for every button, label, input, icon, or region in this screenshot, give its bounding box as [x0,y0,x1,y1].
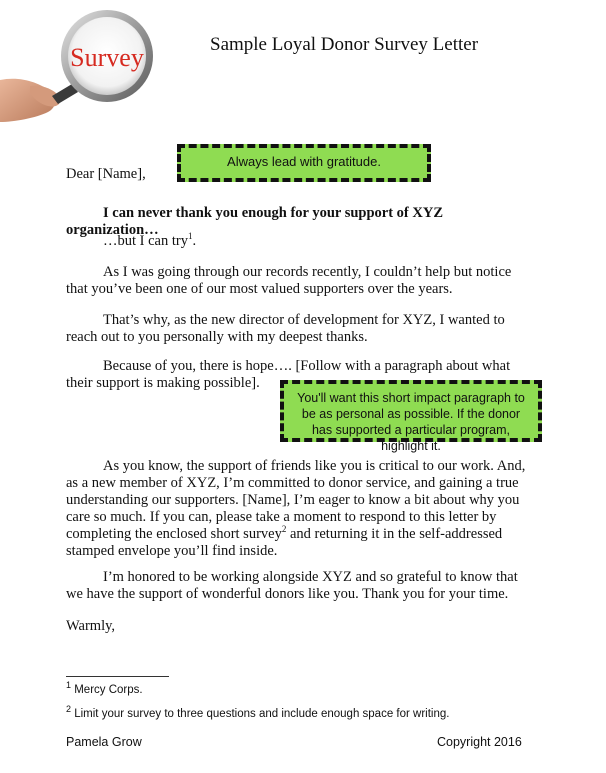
footer-author: Pamela Grow [66,735,142,749]
paragraph-try-end: . [192,233,197,249]
paragraph-survey-text-a: As you know, the support of friends like you is critical to our work. And, as a new member of XYZ, I’m committed to donor service, and gaining a true understanding our supporters. [Name], I’m eager to know a bit about why you care so much. If you can, please take a moment to respond to this letter by completing the enclosed short survey [66,458,526,542]
paragraph-try [66,233,534,250]
footnote-1-number: 1 [66,680,72,691]
survey-magnifier-logo [0,0,165,122]
paragraph-records: As I was going through our records recently, I couldn’t help but notice that you’ve been one of our most valued supporters over the years. [66,264,512,297]
footnote-ref-1: 1 [187,231,193,242]
footnote-2-text: Limit your survey to three questions and include enough space for writing. [74,708,450,720]
footnote-divider [66,676,169,677]
paragraph-survey-request [66,458,534,560]
salutation: Dear [Name], [66,166,146,182]
paragraph-honored: I’m honored to be working alongside XYZ and so grateful to know that we have the support of wonderful donors like you. Thank you for your time. [66,569,518,602]
paragraph-director: That’s why, as the new director of development for XYZ, I wanted to reach out to you personally with my deepest thanks. [66,312,505,345]
paragraph-hope: Because of you, there is hope…. [Follow with a paragraph about what their support is making possible]. [66,358,511,391]
footnote-1 [66,680,143,696]
page-title: Sample Loyal Donor Survey Letter [210,34,479,55]
footer-copyright: Copyright 2016 [437,735,522,749]
footnote-ref-2: 2 [281,524,287,535]
footnote-2 [66,704,450,720]
footnote-2-number: 2 [66,704,72,715]
opening-line: I can never thank you enough for your support of XYZ organization… [66,205,443,238]
callout-gratitude: Always lead with gratitude. [177,144,431,182]
paragraph-try-text: …but I can try [103,233,188,249]
logo-survey-text: Survey [70,43,144,72]
callout-impact-paragraph: You'll want this short impact paragraph to be as personal as possible. If the donor has supported a particular program, highlight it. [280,380,542,442]
paragraph-survey-text-b: and returning it in the self-addressed stamped envelope you’ll find inside. [66,526,503,559]
closing: Warmly, [66,618,116,634]
footnote-1-text: Mercy Corps. [74,684,143,696]
